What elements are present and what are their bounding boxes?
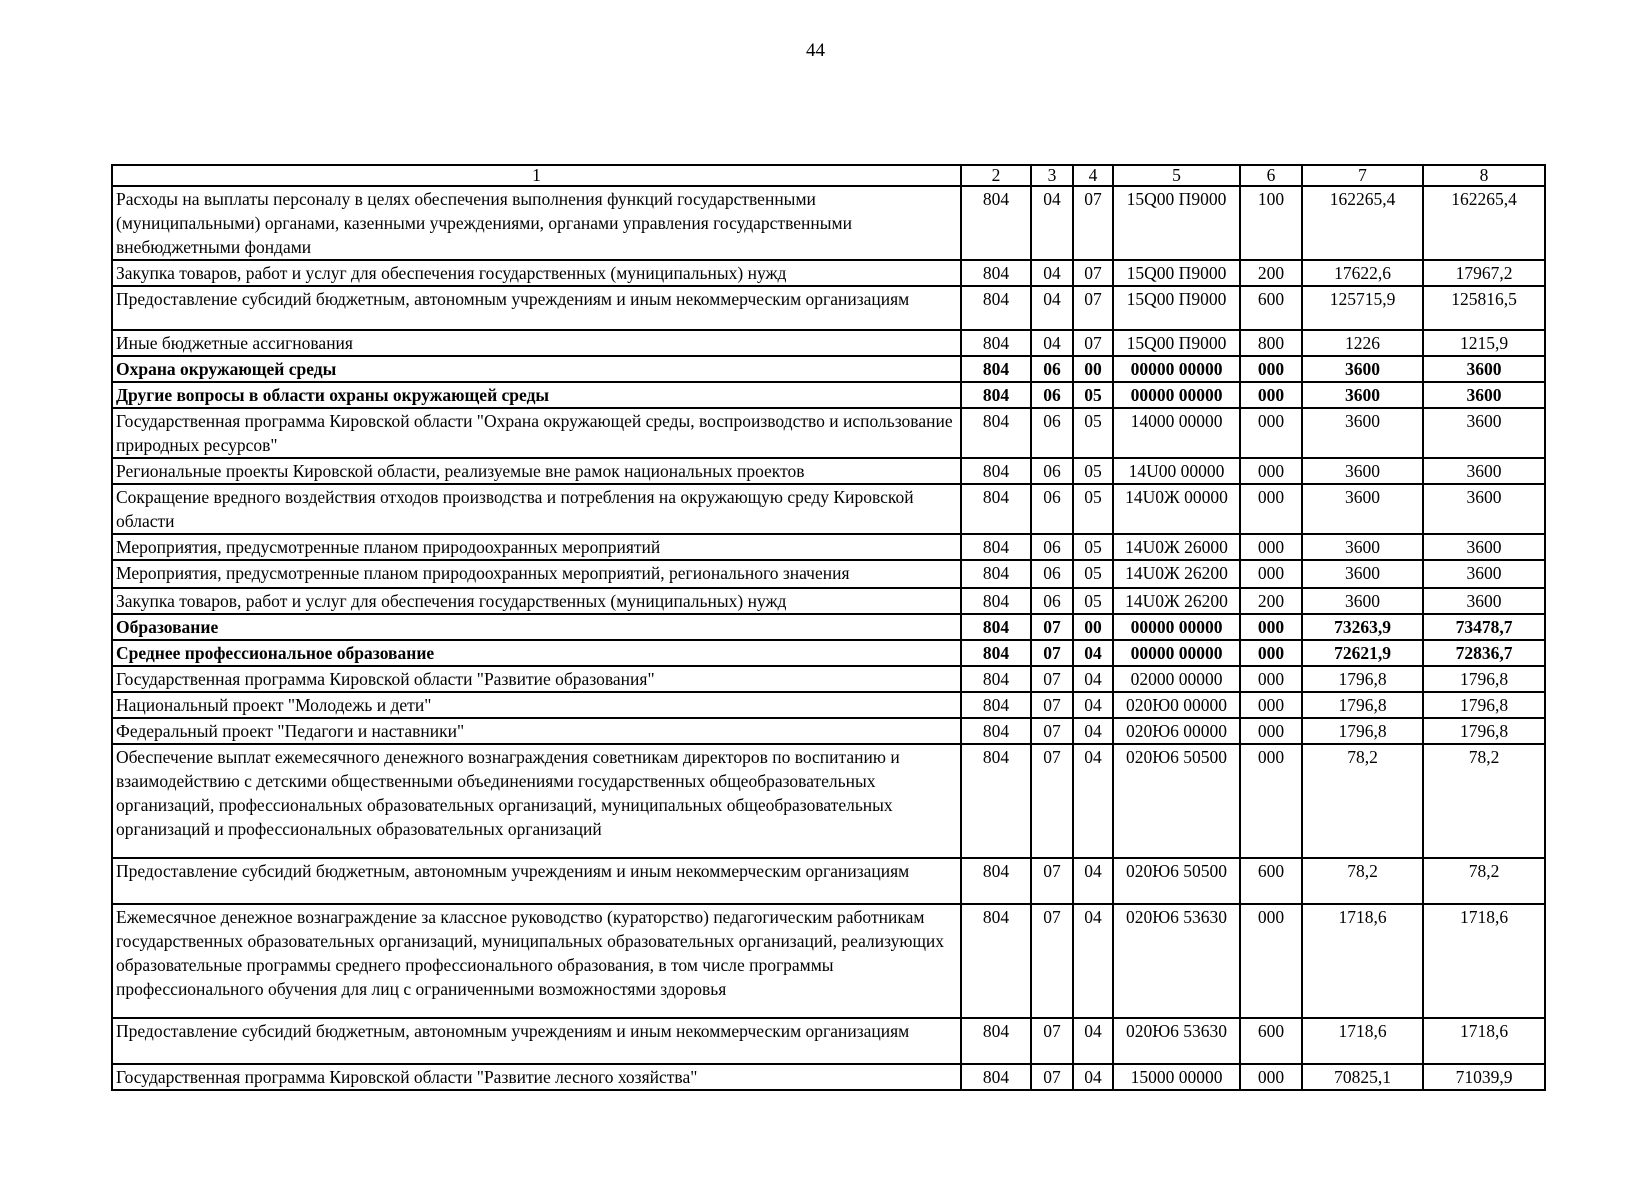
table-row — [112, 260, 1545, 286]
row-value-cell: 04 — [1031, 260, 1073, 286]
header-cell: 2 — [961, 165, 1031, 186]
table-row — [112, 718, 1545, 744]
row-value-cell: 04 — [1073, 718, 1113, 744]
row-value-cell: 200 — [1240, 588, 1302, 614]
row-value-cell: 200 — [1240, 260, 1302, 286]
row-value-cell: 04 — [1031, 186, 1073, 260]
row-value-cell: 1718,6 — [1423, 904, 1545, 1018]
table-row — [112, 484, 1545, 534]
page-number: 44 — [806, 40, 825, 61]
header-cell: 7 — [1302, 165, 1423, 186]
row-value-cell: 06 — [1031, 356, 1073, 382]
row-name-cell: Закупка товаров, работ и услуг для обеспечения государственных (муниципальных) нужд — [112, 588, 961, 614]
row-value-cell: 1718,6 — [1302, 1018, 1423, 1064]
row-value-cell: 14U00 00000 — [1113, 458, 1240, 484]
row-value-cell: 04 — [1073, 744, 1113, 858]
row-value-cell: 1226 — [1302, 330, 1423, 356]
row-value-cell: 800 — [1240, 330, 1302, 356]
row-value-cell: 06 — [1031, 560, 1073, 588]
row-value-cell: 804 — [961, 614, 1031, 640]
row-value-cell: 1796,8 — [1302, 666, 1423, 692]
row-name-cell: Расходы на выплаты персоналу в целях обеспечения выполнения функций государственными (муниципальными) органами, казенными учреждениями, органами управления государственными внебюджетными фондами — [112, 186, 961, 260]
row-value-cell: 020Ю6 53630 — [1113, 1018, 1240, 1064]
row-name-cell: Предоставление субсидий бюджетным, автономным учреждениям и иным некоммерческим организациям — [112, 1018, 961, 1064]
table-row — [112, 588, 1545, 614]
row-value-cell: 05 — [1073, 484, 1113, 534]
row-name-cell: Национальный проект "Молодежь и дети" — [112, 692, 961, 718]
row-value-cell: 15Q00 П9000 — [1113, 330, 1240, 356]
row-name-cell: Предоставление субсидий бюджетным, автономным учреждениям и иным некоммерческим организациям — [112, 286, 961, 330]
row-value-cell: 804 — [961, 560, 1031, 588]
row-value-cell: 000 — [1240, 614, 1302, 640]
row-value-cell: 804 — [961, 484, 1031, 534]
row-value-cell: 1796,8 — [1423, 718, 1545, 744]
header-cell: 5 — [1113, 165, 1240, 186]
table-row — [112, 614, 1545, 640]
row-value-cell: 000 — [1240, 692, 1302, 718]
row-value-cell: 05 — [1073, 382, 1113, 408]
row-value-cell: 78,2 — [1302, 744, 1423, 858]
row-value-cell: 3600 — [1302, 408, 1423, 458]
row-value-cell: 000 — [1240, 356, 1302, 382]
row-value-cell: 1718,6 — [1302, 904, 1423, 1018]
row-value-cell: 07 — [1073, 286, 1113, 330]
row-value-cell: 000 — [1240, 382, 1302, 408]
row-value-cell: 1796,8 — [1302, 718, 1423, 744]
table-row — [112, 692, 1545, 718]
row-value-cell: 07 — [1031, 904, 1073, 1018]
table-row — [112, 744, 1545, 858]
row-value-cell: 000 — [1240, 534, 1302, 560]
row-value-cell: 804 — [961, 286, 1031, 330]
row-value-cell: 07 — [1031, 744, 1073, 858]
row-value-cell: 78,2 — [1302, 858, 1423, 904]
row-value-cell: 73263,9 — [1302, 614, 1423, 640]
row-value-cell: 07 — [1031, 614, 1073, 640]
row-value-cell: 04 — [1073, 640, 1113, 666]
row-value-cell: 07 — [1031, 1018, 1073, 1064]
row-value-cell: 804 — [961, 640, 1031, 666]
row-value-cell: 02000 00000 — [1113, 666, 1240, 692]
row-value-cell: 3600 — [1302, 560, 1423, 588]
row-value-cell: 600 — [1240, 858, 1302, 904]
row-value-cell: 15Q00 П9000 — [1113, 286, 1240, 330]
row-value-cell: 1796,8 — [1423, 692, 1545, 718]
row-value-cell: 100 — [1240, 186, 1302, 260]
row-value-cell: 00 — [1073, 356, 1113, 382]
row-value-cell: 07 — [1031, 858, 1073, 904]
row-name-cell: Другие вопросы в области охраны окружающей среды — [112, 382, 961, 408]
row-value-cell: 14000 00000 — [1113, 408, 1240, 458]
row-value-cell: 04 — [1073, 1064, 1113, 1090]
row-value-cell: 14U0Ж 26000 — [1113, 534, 1240, 560]
row-value-cell: 07 — [1031, 640, 1073, 666]
row-value-cell: 020Ю6 53630 — [1113, 904, 1240, 1018]
row-value-cell: 3600 — [1423, 484, 1545, 534]
row-name-cell: Государственная программа Кировской области "Развитие лесного хозяйства" — [112, 1064, 961, 1090]
row-name-cell: Иные бюджетные ассигнования — [112, 330, 961, 356]
row-value-cell: 06 — [1031, 458, 1073, 484]
table-row — [112, 382, 1545, 408]
row-value-cell: 3600 — [1302, 382, 1423, 408]
row-value-cell: 72836,7 — [1423, 640, 1545, 666]
row-value-cell: 162265,4 — [1302, 186, 1423, 260]
row-value-cell: 804 — [961, 718, 1031, 744]
row-value-cell: 15000 00000 — [1113, 1064, 1240, 1090]
row-name-cell: Мероприятия, предусмотренные планом природоохранных мероприятий, регионального значения — [112, 560, 961, 588]
table-row — [112, 1018, 1545, 1064]
row-name-cell: Обеспечение выплат ежемесячного денежного вознаграждения советникам директоров по воспитанию и взаимодействию с детскими общественными объединениями государственных общеобразовательных организаций, профессиональных образовательных организаций, муниципальных общеобразовательных организаций и профессиональных образовательных организаций — [112, 744, 961, 858]
row-value-cell: 05 — [1073, 534, 1113, 560]
row-value-cell: 06 — [1031, 484, 1073, 534]
row-value-cell: 14U0Ж 26200 — [1113, 588, 1240, 614]
row-value-cell: 14U0Ж 26200 — [1113, 560, 1240, 588]
row-value-cell: 000 — [1240, 458, 1302, 484]
row-value-cell: 00000 00000 — [1113, 614, 1240, 640]
row-name-cell: Среднее профессиональное образование — [112, 640, 961, 666]
row-value-cell: 804 — [961, 408, 1031, 458]
row-value-cell: 3600 — [1423, 408, 1545, 458]
row-value-cell: 804 — [961, 458, 1031, 484]
row-value-cell: 000 — [1240, 744, 1302, 858]
row-value-cell: 804 — [961, 744, 1031, 858]
row-value-cell: 04 — [1073, 666, 1113, 692]
row-value-cell: 020Ю6 50500 — [1113, 744, 1240, 858]
row-value-cell: 78,2 — [1423, 744, 1545, 858]
row-value-cell: 04 — [1073, 858, 1113, 904]
row-value-cell: 15Q00 П9000 — [1113, 260, 1240, 286]
row-value-cell: 000 — [1240, 560, 1302, 588]
row-value-cell: 3600 — [1423, 382, 1545, 408]
row-name-cell: Закупка товаров, работ и услуг для обеспечения государственных (муниципальных) нужд — [112, 260, 961, 286]
row-value-cell: 804 — [961, 588, 1031, 614]
row-value-cell: 3600 — [1302, 484, 1423, 534]
row-value-cell: 3600 — [1302, 458, 1423, 484]
row-name-cell: Охрана окружающей среды — [112, 356, 961, 382]
row-value-cell: 15Q00 П9000 — [1113, 186, 1240, 260]
table-row — [112, 356, 1545, 382]
row-value-cell: 07 — [1031, 1064, 1073, 1090]
row-value-cell: 05 — [1073, 458, 1113, 484]
row-value-cell: 600 — [1240, 1018, 1302, 1064]
table-row — [112, 640, 1545, 666]
row-value-cell: 05 — [1073, 560, 1113, 588]
table-row — [112, 330, 1545, 356]
row-value-cell: 804 — [961, 1064, 1031, 1090]
row-value-cell: 00000 00000 — [1113, 382, 1240, 408]
row-value-cell: 000 — [1240, 904, 1302, 1018]
row-name-cell: Федеральный проект "Педагоги и наставники" — [112, 718, 961, 744]
table-row — [112, 534, 1545, 560]
table-row — [112, 1064, 1545, 1090]
row-value-cell: 00000 00000 — [1113, 356, 1240, 382]
row-value-cell: 000 — [1240, 640, 1302, 666]
row-value-cell: 04 — [1031, 330, 1073, 356]
row-value-cell: 804 — [961, 692, 1031, 718]
row-name-cell: Государственная программа Кировской области "Развитие образования" — [112, 666, 961, 692]
row-value-cell: 3600 — [1302, 534, 1423, 560]
row-value-cell: 04 — [1031, 286, 1073, 330]
row-value-cell: 00000 00000 — [1113, 640, 1240, 666]
row-value-cell: 3600 — [1302, 356, 1423, 382]
header-cell: 6 — [1240, 165, 1302, 186]
row-name-cell: Предоставление субсидий бюджетным, автономным учреждениям и иным некоммерческим организациям — [112, 858, 961, 904]
row-name-cell: Региональные проекты Кировской области, реализуемые вне рамок национальных проектов — [112, 458, 961, 484]
row-value-cell: 14U0Ж 00000 — [1113, 484, 1240, 534]
table-row — [112, 904, 1545, 1018]
row-value-cell: 73478,7 — [1423, 614, 1545, 640]
row-value-cell: 07 — [1031, 666, 1073, 692]
row-value-cell: 3600 — [1423, 356, 1545, 382]
row-value-cell: 70825,1 — [1302, 1064, 1423, 1090]
row-value-cell: 06 — [1031, 382, 1073, 408]
row-value-cell: 804 — [961, 858, 1031, 904]
table-header-row — [112, 165, 1545, 186]
header-cell: 8 — [1423, 165, 1545, 186]
row-name-cell: Образование — [112, 614, 961, 640]
row-value-cell: 71039,9 — [1423, 1064, 1545, 1090]
row-value-cell: 000 — [1240, 666, 1302, 692]
row-value-cell: 1796,8 — [1423, 666, 1545, 692]
row-value-cell: 3600 — [1423, 588, 1545, 614]
table-row — [112, 560, 1545, 588]
row-value-cell: 05 — [1073, 408, 1113, 458]
row-value-cell: 000 — [1240, 1064, 1302, 1090]
row-value-cell: 3600 — [1423, 560, 1545, 588]
table-row — [112, 186, 1545, 260]
row-value-cell: 00 — [1073, 614, 1113, 640]
row-name-cell: Сокращение вредного воздействия отходов производства и потребления на окружающую среду Кировской области — [112, 484, 961, 534]
row-value-cell: 04 — [1073, 692, 1113, 718]
row-value-cell: 000 — [1240, 718, 1302, 744]
row-value-cell: 05 — [1073, 588, 1113, 614]
table-row — [112, 858, 1545, 904]
row-value-cell: 804 — [961, 186, 1031, 260]
row-value-cell: 125816,5 — [1423, 286, 1545, 330]
table-row — [112, 286, 1545, 330]
row-value-cell: 804 — [961, 534, 1031, 560]
row-value-cell: 07 — [1031, 718, 1073, 744]
row-value-cell: 1718,6 — [1423, 1018, 1545, 1064]
row-value-cell: 000 — [1240, 484, 1302, 534]
header-cell: 4 — [1073, 165, 1113, 186]
row-value-cell: 07 — [1073, 330, 1113, 356]
header-cell: 3 — [1031, 165, 1073, 186]
budget-table — [111, 164, 1546, 1091]
row-value-cell: 06 — [1031, 534, 1073, 560]
row-value-cell: 804 — [961, 356, 1031, 382]
row-value-cell: 17622,6 — [1302, 260, 1423, 286]
row-value-cell: 804 — [961, 382, 1031, 408]
row-value-cell: 125715,9 — [1302, 286, 1423, 330]
row-name-cell: Государственная программа Кировской области "Охрана окружающей среды, воспроизводство и использование природных ресурсов" — [112, 408, 961, 458]
row-value-cell: 17967,2 — [1423, 260, 1545, 286]
row-value-cell: 000 — [1240, 408, 1302, 458]
row-value-cell: 804 — [961, 666, 1031, 692]
table-row — [112, 666, 1545, 692]
row-value-cell: 06 — [1031, 408, 1073, 458]
row-name-cell: Ежемесячное денежное вознаграждение за классное руководство (кураторство) педагогическим работникам государственных образовательных организаций, муниципальных образовательных организаций, реализующих образовательные программы среднего профессионального образования, в том числе программы профессионального обучения для лиц с ограниченными возможностями здоровья — [112, 904, 961, 1018]
row-value-cell: 020Ю0 00000 — [1113, 692, 1240, 718]
row-value-cell: 07 — [1073, 260, 1113, 286]
row-value-cell: 72621,9 — [1302, 640, 1423, 666]
row-value-cell: 04 — [1073, 904, 1113, 1018]
row-value-cell: 162265,4 — [1423, 186, 1545, 260]
row-value-cell: 3600 — [1302, 588, 1423, 614]
row-value-cell: 804 — [961, 1018, 1031, 1064]
row-name-cell: Мероприятия, предусмотренные планом природоохранных мероприятий — [112, 534, 961, 560]
row-value-cell: 78,2 — [1423, 858, 1545, 904]
row-value-cell: 07 — [1031, 692, 1073, 718]
row-value-cell: 020Ю6 00000 — [1113, 718, 1240, 744]
row-value-cell: 804 — [961, 904, 1031, 1018]
row-value-cell: 3600 — [1423, 534, 1545, 560]
row-value-cell: 3600 — [1423, 458, 1545, 484]
row-value-cell: 804 — [961, 330, 1031, 356]
row-value-cell: 804 — [961, 260, 1031, 286]
row-value-cell: 1215,9 — [1423, 330, 1545, 356]
header-cell: 1 — [112, 165, 961, 186]
row-value-cell: 600 — [1240, 286, 1302, 330]
row-value-cell: 1796,8 — [1302, 692, 1423, 718]
row-value-cell: 07 — [1073, 186, 1113, 260]
row-value-cell: 06 — [1031, 588, 1073, 614]
table-row — [112, 408, 1545, 458]
row-value-cell: 04 — [1073, 1018, 1113, 1064]
row-value-cell: 020Ю6 50500 — [1113, 858, 1240, 904]
table-row — [112, 458, 1545, 484]
